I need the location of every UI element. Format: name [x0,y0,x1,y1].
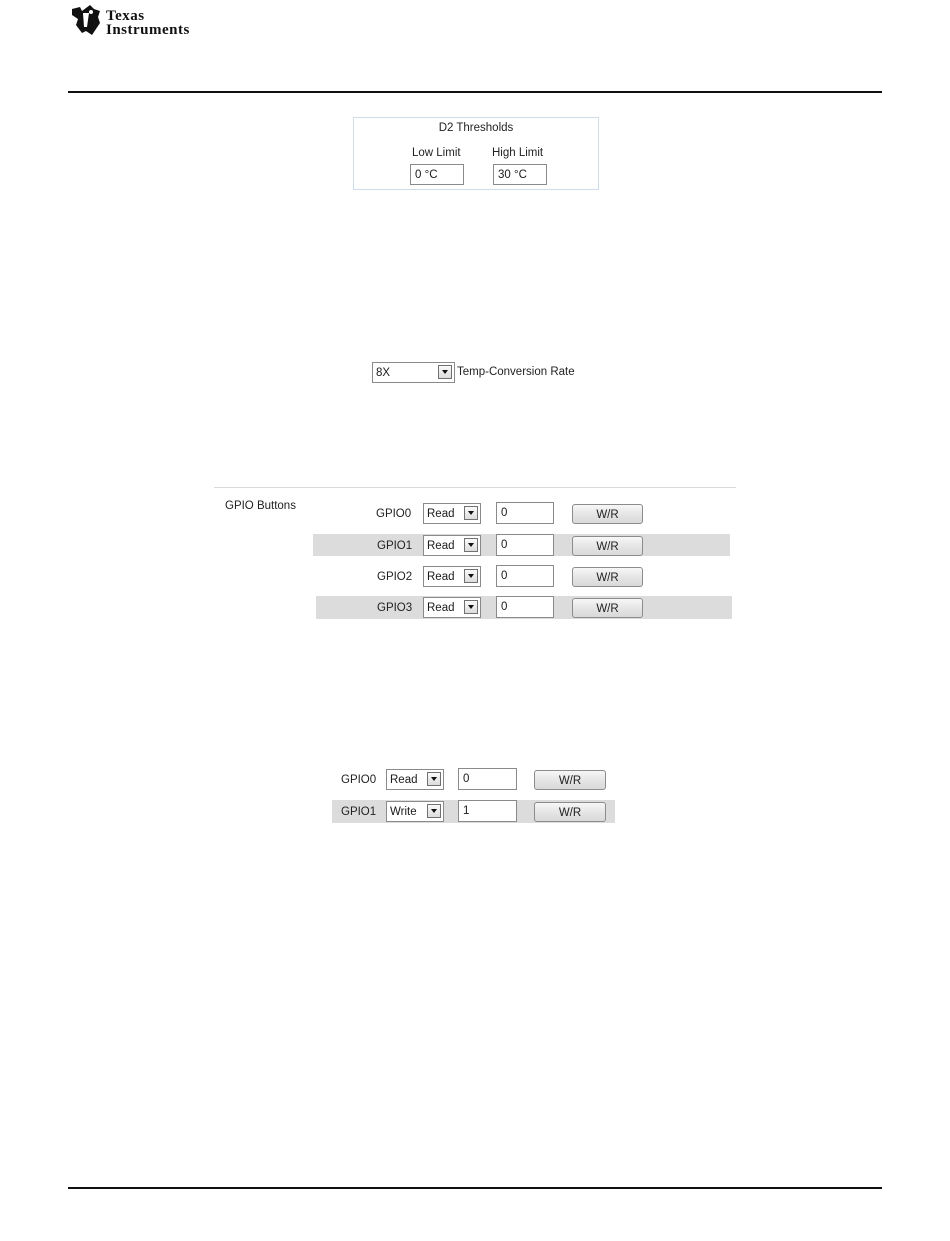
gpio-buttons-title: GPIO Buttons [225,500,296,512]
footer-rule [68,1187,882,1189]
high-limit-input[interactable]: 30 °C [493,164,547,185]
example-gpio0-mode-select[interactable] [386,769,444,790]
gpio1-value-input[interactable]: 0 [496,534,554,556]
gpio2-mode-select[interactable] [423,566,481,587]
gpio0-value-input[interactable]: 0 [496,502,554,524]
chevron-down-icon[interactable] [464,600,478,614]
d2-thresholds-title: D2 Thresholds [438,122,514,134]
gpio1-label: GPIO1 [377,540,413,552]
gpio3-mode-select[interactable] [423,597,481,618]
conversion-rate-label: Temp-Conversion Rate [457,366,575,378]
gpio3-mode-value: Read [427,602,455,614]
gpio2-wr-button[interactable]: W/R [572,567,643,587]
example-gpio0-mode-value: Read [390,774,418,786]
d2-thresholds-panel [353,117,599,190]
gpio1-wr-button[interactable]: W/R [572,536,643,556]
gpio2-value-input[interactable]: 0 [496,565,554,587]
gpio2-label: GPIO2 [377,571,413,583]
chevron-down-icon[interactable] [427,804,441,818]
gpio0-wr-button[interactable]: W/R [572,504,643,524]
gpio3-value-input[interactable]: 0 [496,596,554,618]
gpio0-mode-select[interactable] [423,503,481,524]
example-gpio1-wr-button[interactable]: W/R [534,802,606,822]
example-gpio0-wr-button[interactable]: W/R [534,770,606,790]
low-limit-label: Low Limit [412,147,461,159]
gpio1-mode-value: Read [427,540,455,552]
header-rule [68,91,882,93]
gpio2-mode-value: Read [427,571,455,583]
gpio1-mode-select[interactable] [423,535,481,556]
gpio3-label: GPIO3 [377,602,413,614]
example-gpio0-label: GPIO0 [341,774,377,786]
low-limit-input[interactable]: 0 °C [410,164,464,185]
ti-logo-icon [70,3,102,37]
chevron-down-icon[interactable] [464,538,478,552]
chevron-down-icon[interactable] [427,772,441,786]
ti-logo [70,3,230,39]
conversion-rate-value: 8X [376,367,391,379]
example-gpio0-value-input[interactable]: 0 [458,768,517,790]
chevron-down-icon[interactable] [438,365,452,379]
gpio0-mode-value: Read [427,508,455,520]
logo-text-instruments: Instruments [106,22,190,38]
example-gpio1-label: GPIO1 [341,806,377,818]
example-gpio1-mode-select[interactable] [386,801,444,822]
gpio0-label: GPIO0 [376,508,412,520]
example-gpio1-mode-value: Write [390,806,417,818]
chevron-down-icon[interactable] [464,506,478,520]
logo-text-texas: Texas [106,8,145,24]
high-limit-label: High Limit [492,147,544,159]
chevron-down-icon[interactable] [464,569,478,583]
example-gpio1-value-input[interactable]: 1 [458,800,517,822]
gpio-panel-divider [214,487,736,488]
gpio3-wr-button[interactable]: W/R [572,598,643,618]
conversion-rate-select[interactable] [372,362,455,383]
